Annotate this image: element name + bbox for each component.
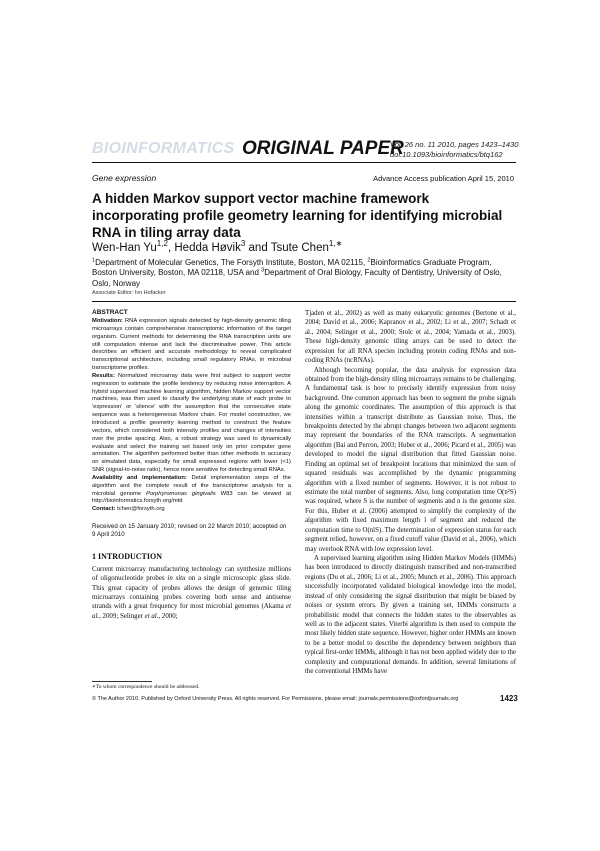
author-list (92, 239, 343, 254)
availability-text-a: Detail implementation steps of the algorithm and the complete result of the transcriptome analysis for a microbial genome (92, 474, 291, 497)
abstract-heading: ABSTRACT (92, 309, 128, 316)
section-label: Gene expression (92, 173, 157, 183)
affil-sup-3: 3 (261, 267, 265, 274)
results-label: Results: (92, 372, 115, 379)
associate-editor: Associate Editor: Ivo Hofacker (92, 290, 166, 296)
affil-text-4: Department of Oral Biology, Faculty of Dentistry, University of Oslo, (264, 268, 502, 278)
results-text: Normalized microarray data were first subject to support vector regression to estimate the profile tendency by reducing noise interruption. A hybrid supervised machine learning algorithm, hidden Markov support vector machines, was then used to classify the underlying state of each probe to 'expression' or 'silence' with the assumption that the consecutive state sequence was a heterogeneous Markov chain. For model construction, we introduced a profile geometry learning method to construct the feature vectors, which considered both intensity profiles and changes of intensities over the probe spacing. Also, a robust strategy was used to dynamically evaluate and select the training set based only on prior computer gene annotation. The algorithm performed better than other methods in accuracy on simulated data, especially for small expressed regions with lower (<1) SNR (signal-to-noise ratio), hence more sensitive for detecting small RNAs. (92, 372, 291, 474)
advance-access: Advance Access publication April 15, 2010 (373, 174, 514, 183)
affil-text-2: Bioinformatics Graduate Program, (370, 258, 492, 267)
motivation-text: RNA expression signals detected by high-density genomic tiling microarrays contain comprehensive transcriptomic information of the target organism. Current methods for determining the RNA transcription units are still computation intense and lack the discriminative power. This article describes an efficient and accurate methodology to reveal complicated transcriptional architecture, including small regulatory RNAs, in microbial transcriptome profiles. (92, 318, 291, 372)
page-number: 1423 (500, 694, 518, 703)
affiliation-line-1 (92, 258, 522, 268)
intro-text-b: on a single microscopic glass slide. This great capacity of probes allows the design of genomic tiling microarrays containing probes covering both sense and antisense strands with a great frequency for most microbial genomes (Akama (92, 575, 291, 611)
availability-label: Availability and implementation: (92, 474, 187, 481)
title-line-1: A hidden Markov support vector machine framework (92, 191, 430, 206)
journal-brand: BIOINFORMATICS (92, 140, 235, 157)
author-sep-1: , Hedda Høvik (167, 242, 241, 254)
paper-title (92, 190, 522, 241)
paper-type: ORIGINAL PAPER (242, 138, 404, 159)
intro-etal-2: et al. (144, 612, 159, 620)
author-1-affil: 1,2 (156, 239, 168, 249)
affil-sup-1: 1 (92, 257, 96, 264)
intro-italic: in situ (167, 575, 186, 583)
intro-text-a: Current microarray manufacturing technology can synthesize millions of oligonucleotide probes (92, 565, 291, 583)
introduction-paragraph (92, 565, 291, 622)
affil-text-3: Boston University, Boston, MA 02118, USA and (92, 268, 262, 278)
affiliations (92, 258, 522, 289)
correspondence-footnote: ∗To whom correspondence should be addressed. (92, 684, 200, 690)
author-2-affil: 3 (240, 239, 246, 249)
contact-label: Contact: (92, 506, 116, 513)
affil-sup-2: 2 (367, 257, 371, 264)
author-1: Wen-Han Yu (92, 242, 157, 254)
author-sep-2: and Tsute Chen (245, 242, 329, 254)
title-line-3: RNA in tiling array data (92, 225, 241, 240)
abstract-rule (92, 301, 516, 302)
intro-text-c: , 2009; Selinger (99, 612, 145, 620)
journal-volume: Vol. 26 no. 11 2010, pages 1423–1430 (390, 140, 519, 149)
right-paragraph-3: A supervised learning algorithm using Hidden Markov Models (HMMs) has been introduced to directly distinguish transcribed and non-transcribed regions (Du et al., 2006; Li et al., 2005; Munch et al., 2006). This approach successfully incorporated validated biological knowledge into the model, instead of only considering the signal distribution that might be biased by noises or system errors. By given a training set, HMMs constructs a probabilistic model that connects the hidden states to the observables as well as to the adjacent states. Viterbi algorithm is then used to compute the most likely hidden state sequence. However, higher order HMMs are known to be a better model to describe the dependency between neighbors than typical first-order HMMs, although it has not been applied widely due to the complexity and computational demands. In addition, several limitations of the conventional HMMs have (305, 554, 516, 676)
received-dates: Received on 15 January 2010; revised on 22 March 2010; accepted on 9 April 2010 (92, 523, 287, 538)
availability-text-b: W83 can be viewed at http://bioinformatics.forsyth.org/mtd (92, 490, 291, 505)
header-rule (92, 162, 516, 163)
abstract-results (92, 373, 291, 475)
right-paragraph-2: Although becoming popular, the data analysis for expression data obtained from the high-density tiling microarrays remains to be challenging. A fundamental task is how to precisely identify expression from noisy background. One common approach has been to segment the probe signals along the genomic coordinates. The assumption of this approach is that intensities within a transcript distribute as Gaussian noise. Thus, the breakpoints detected by the abrupt changes between two adjacent segments may represent the boundaries of the RNA transcripts. A segmentation algorithm (Bai and Perron, 2003; Huber et al., 2006; Picard et al., 2005) was developed to model the signal distribution that fitted Gaussian noise. Finding an optimal set of breakpoint locations that minimized the sum of squared residuals was accomplished by the dynamic programming algorithm with a fixed number of segments. However, it is not robust to estimate the total number of segments. Also, long computation time O(n²S) was required, where S is the number of segments and n is the genome size. For this, Huber et al. (2006) attempted to simplify the complexity of the algorithm with fixed maximum length l of segment and reduced the computation time to O(nlS). The determination of expression status for each segment relied, however, on a fixed cutoff value (David et al., 2006), which may overlook RNA with low expression level. (305, 366, 516, 553)
abstract-availability (92, 475, 291, 506)
contact-email: tchen@forsyth.org (115, 506, 165, 513)
affiliation-line-2 (92, 268, 522, 278)
affil-text-1: Department of Molecular Genetics, The Forsyth Institute, Boston, MA 02115, (95, 258, 368, 267)
motivation-label: Motivation: (92, 318, 123, 324)
title-line-2: incorporating profile geometry learning for identifying microbial (92, 208, 503, 223)
author-3-affil: 1,∗ (328, 239, 343, 249)
left-column (92, 309, 291, 621)
copyright-footer: © The Author 2010. Published by Oxford University Press. All rights reserved. For Permissions, please email: journals.permissions@oxfordjournals.org (92, 696, 459, 702)
abstract-contact (92, 506, 291, 514)
intro-etal-1: et al. (92, 603, 291, 620)
right-paragraph-1: Tjaden et al., 2002) as well as many eukaryotic genomes (Bertone et al., 2004; David et al., 2006; Kapranov et al., 2002; Li et al., 2007; Schadt et al., 2004; Selinger et al., 2000; Stolc et al., 2004; Yamada et al., 2003). These high-density genomic tiling arrays can be used to detect the expression for all RNA species including protein coding RNAs and non-coding RNAs (ncRNAs). (305, 310, 516, 365)
introduction-heading: 1 INTRODUCTION (92, 551, 163, 561)
affiliation-line-3: Oslo, Norway (92, 278, 141, 288)
journal-doi: doi:10.1093/bioinformatics/btq162 (390, 149, 503, 159)
intro-text-d: , 2000; (158, 612, 178, 620)
right-column (305, 309, 516, 676)
journal-info (390, 140, 518, 159)
abstract-motivation (92, 318, 291, 373)
footnote-rule (92, 681, 152, 682)
availability-organism: Porphyromonas gingivalis (146, 490, 216, 497)
